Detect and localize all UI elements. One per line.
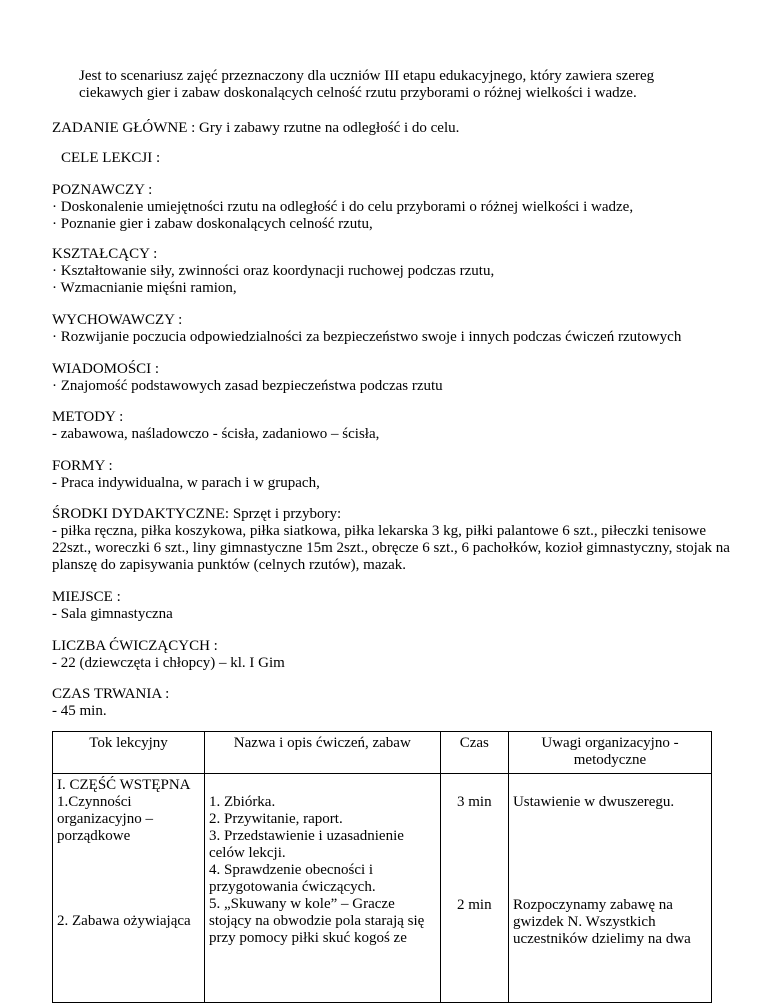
section-heading: ŚRODKI DYDAKTYCZNE: Sprzęt i przybory: [52, 506, 342, 522]
goals-heading-text: CELE LEKCJI : [61, 150, 161, 166]
cell-line: celów lekcji. [208, 845, 286, 861]
time-cell [440, 774, 508, 1003]
exercise-description-cell [204, 774, 440, 1003]
section-heading: WYCHOWAWCZY : [52, 312, 183, 328]
section-heading: MIEJSCE : [52, 589, 121, 605]
section-item: - Sala gimnastyczna [52, 606, 173, 622]
cell-line: stojący na obwodzie pola starają się [208, 913, 425, 929]
section-duration [52, 686, 169, 720]
section-item: · Wzmacnianie mięśni ramion, [52, 280, 237, 296]
section-item: - Praca indywidualna, w parach i w grupach, [52, 475, 320, 491]
main-task [52, 120, 459, 137]
cell-line: Ustawienie w dwuszeregu. [512, 794, 675, 810]
section-heading: CZAS TRWANIA : [52, 686, 170, 702]
cell-line: 5. „Skuwany w kole” – Gracze [208, 896, 395, 912]
section-educational [52, 312, 681, 346]
main-task-text: ZADANIE GŁÓWNE : Gry i zabawy rzutne na odległość i do celu. [52, 120, 460, 136]
section-item: - 45 min. [52, 703, 107, 719]
section-forms [52, 458, 320, 492]
cell-line: I. CZĘŚĆ WSTĘPNA [57, 777, 191, 793]
cell-line: porządkowe [57, 828, 131, 844]
section-item: - zabawowa, naśladowczo - ścisła, zadaniowo – ścisła, [52, 426, 380, 442]
section-heading: KSZTAŁCĄCY : [52, 246, 158, 262]
cell-line: przygotowania ćwiczących. [208, 879, 376, 895]
section-forming [52, 246, 494, 297]
section-item: · Znajomość podstawowych zasad bezpieczeństwa podczas rzutu [52, 378, 443, 394]
notes-cell [508, 774, 711, 1003]
goals-heading [61, 150, 160, 167]
cell-line: 4. Sprawdzenie obecności i [208, 862, 374, 878]
table-row [53, 774, 712, 1003]
cell-line: 3. Przedstawienie i uzasadnienie [208, 828, 404, 844]
cell-line: 1. Zbiórka. [208, 794, 276, 810]
section-heading: WIADOMOŚCI : [52, 361, 160, 377]
cell-line: 3 min [457, 794, 492, 810]
cell-line: 2. Zabawa ożywiająca [57, 913, 191, 929]
section-heading: METODY : [52, 409, 124, 425]
intro-line: Jest to scenariusz zajęć przeznaczony dla uczniów III etapu edukacyjnego, który zawiera szereg [79, 68, 655, 84]
intro-line: ciekawych gier i zabaw doskonalących celność rzutu przyborami o różnej wielkości i wadze. [79, 85, 637, 101]
section-heading: POZNAWCZY : [52, 182, 153, 198]
section-place [52, 589, 173, 623]
section-heading: LICZBA ĆWICZĄCYCH : [52, 638, 218, 654]
column-header: Uwagi organizacyjno - metodyczne [508, 732, 711, 774]
lesson-stage-cell [53, 774, 205, 1003]
section-knowledge [52, 361, 443, 395]
cell-line: uczestników dzielimy na dwa [512, 931, 691, 947]
section-cognitive [52, 182, 633, 233]
cell-line: organizacyjno – [57, 811, 153, 827]
cell-line: Rozpoczynamy zabawę na [512, 897, 673, 913]
section-item: · Doskonalenie umiejętności rzutu na odległość i do celu przyborami o różnej wielkości i wadze, [52, 199, 634, 215]
section-heading: FORMY : [52, 458, 113, 474]
section-participants [52, 638, 285, 672]
cell-line: przy pomocy piłki skuć kogoś ze [208, 930, 407, 946]
cell-line: 2 min [457, 897, 492, 913]
equipment-list: - piłka ręczna, piłka koszykowa, piłka siatkowa, piłka lekarska 3 kg, piłki palantowe 6 szt., piłeczki tenisowe 22szt., woreczki 6 szt., liny gimnastyczne 15m 2szt., obręcze 6 szt., 6 pachołków, kozioł gimnastyczny, stojak na planszę do zapisywania punktów (celnych rzutów), mazak. [52, 523, 730, 573]
cell-line: gwizdek N. Wszystkich [512, 914, 656, 930]
section-item: - 22 (dziewczęta i chłopcy) – kl. I Gim [52, 655, 285, 671]
cell-line: 1.Czynności [57, 794, 132, 810]
column-header: Nazwa i opis ćwiczeń, zabaw [204, 732, 440, 774]
table-header-row [53, 732, 712, 774]
column-header: Tok lekcyjny [53, 732, 205, 774]
section-item: · Rozwijanie poczucia odpowiedzialności za bezpieczeństwo swoje i innych podczas ćwiczeń rzutowych [52, 329, 682, 345]
section-item: · Poznanie gier i zabaw doskonalących celność rzutu, [52, 216, 373, 232]
intro-paragraph [79, 68, 719, 102]
section-methods [52, 409, 379, 443]
section-equipment [52, 506, 742, 574]
section-item: · Kształtowanie siły, zwinności oraz koordynacji ruchowej podczas rzutu, [52, 263, 495, 279]
lesson-plan-table [52, 731, 712, 1003]
cell-line: 2. Przywitanie, raport. [208, 811, 343, 827]
column-header: Czas [440, 732, 508, 774]
